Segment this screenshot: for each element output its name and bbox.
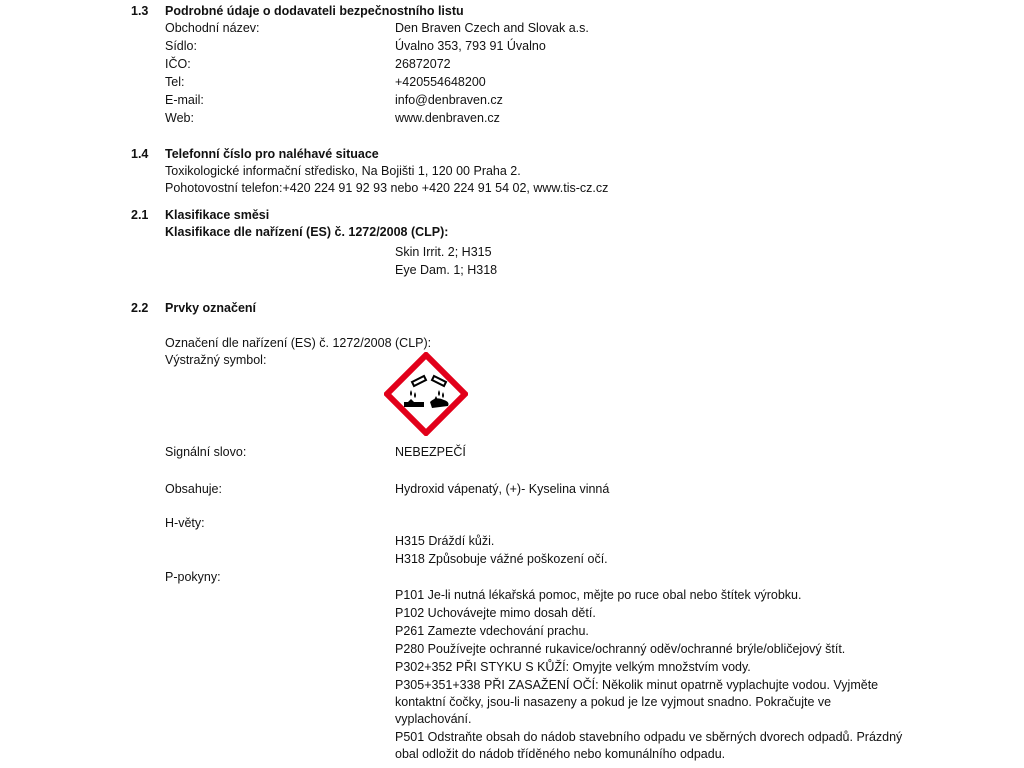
ghs05-corrosion-icon: [384, 352, 468, 436]
supplier-value: Den Braven Czech and Slovak a.s.: [395, 21, 589, 35]
classification-item: Skin Irrit. 2; H315: [395, 245, 492, 259]
section-number: 1.4: [131, 147, 149, 161]
section-number: 1.3: [131, 4, 149, 18]
symbol-label: Výstražný symbol:: [165, 353, 267, 367]
supplier-value: +420554648200: [395, 75, 486, 89]
p-statement: obal odložit do nádob tříděného nebo komunálního odpadu.: [395, 747, 726, 761]
p-statement: P101 Je-li nutná lékařská pomoc, mějte po ruce obal nebo štítek výrobku.: [395, 588, 802, 602]
contains-value: Hydroxid vápenatý, (+)- Kyselina vinná: [395, 482, 610, 496]
h-statements-label: H-věty:: [165, 516, 205, 530]
supplier-value: Úvalno 353, 793 91 Úvalno: [395, 39, 546, 53]
supplier-label: Obchodní název:: [165, 21, 260, 35]
h-statement: H315 Dráždí kůži.: [395, 534, 495, 548]
p-statement: P280 Používejte ochranné rukavice/ochranný oděv/ochranné brýle/obličejový štít.: [395, 642, 846, 656]
section-title: Podrobné údaje o dodavateli bezpečnostního listu: [165, 4, 464, 18]
supplier-label: IČO:: [165, 57, 191, 71]
supplier-value: info@denbraven.cz: [395, 93, 503, 107]
marking-label: Označení dle nařízení (ES) č. 1272/2008 (CLP):: [165, 336, 432, 350]
section-title: Klasifikace směsi: [165, 208, 270, 222]
p-statement: P261 Zamezte vdechování prachu.: [395, 624, 589, 638]
p-statement: P302+352 PŘI STYKU S KŮŽÍ: Omyjte velkým množstvím vody.: [395, 660, 751, 674]
supplier-value: www.denbraven.cz: [395, 111, 500, 125]
emergency-line: Toxikologické informační středisko, Na Bojišti 1, 120 00 Praha 2.: [165, 164, 521, 178]
p-statement: P102 Uchovávejte mimo dosah dětí.: [395, 606, 596, 620]
p-statement: P501 Odstraňte obsah do nádob stavebního odpadu ve sběrných dvorech odpadů. Prázdný: [395, 730, 903, 744]
emergency-line: Pohotovostní telefon:+420 224 91 92 93 nebo +420 224 91 54 02, www.tis-cz.cz: [165, 181, 609, 195]
p-statement: vyplachování.: [395, 712, 472, 726]
classification-item: Eye Dam. 1; H318: [395, 263, 498, 277]
section-title: Telefonní číslo pro naléhavé situace: [165, 147, 379, 161]
p-statements-label: P-pokyny:: [165, 570, 221, 584]
p-statement: kontaktní čočky, jsou-li nasazeny a pokud je lze vyjmout snadno. Pokračujte ve: [395, 695, 832, 709]
contains-label: Obsahuje:: [165, 482, 222, 496]
signal-word-label: Signální slovo:: [165, 445, 247, 459]
supplier-label: Sídlo:: [165, 39, 197, 53]
p-statement: P305+351+338 PŘI ZASAŽENÍ OČÍ: Několik minut opatrně vyplachujte vodou. Vyjměte: [395, 678, 879, 692]
classification-subtitle: Klasifikace dle nařízení (ES) č. 1272/2008 (CLP):: [165, 225, 449, 239]
section-number: 2.1: [131, 208, 149, 222]
supplier-label: E-mail:: [165, 93, 204, 107]
supplier-value: 26872072: [395, 57, 451, 71]
h-statement: H318 Způsobuje vážné poškození očí.: [395, 552, 608, 566]
section-title: Prvky označení: [165, 301, 257, 315]
signal-word-value: NEBEZPEČÍ: [395, 445, 466, 459]
section-number: 2.2: [131, 301, 149, 315]
supplier-label: Tel:: [165, 75, 185, 89]
supplier-label: Web:: [165, 111, 194, 125]
